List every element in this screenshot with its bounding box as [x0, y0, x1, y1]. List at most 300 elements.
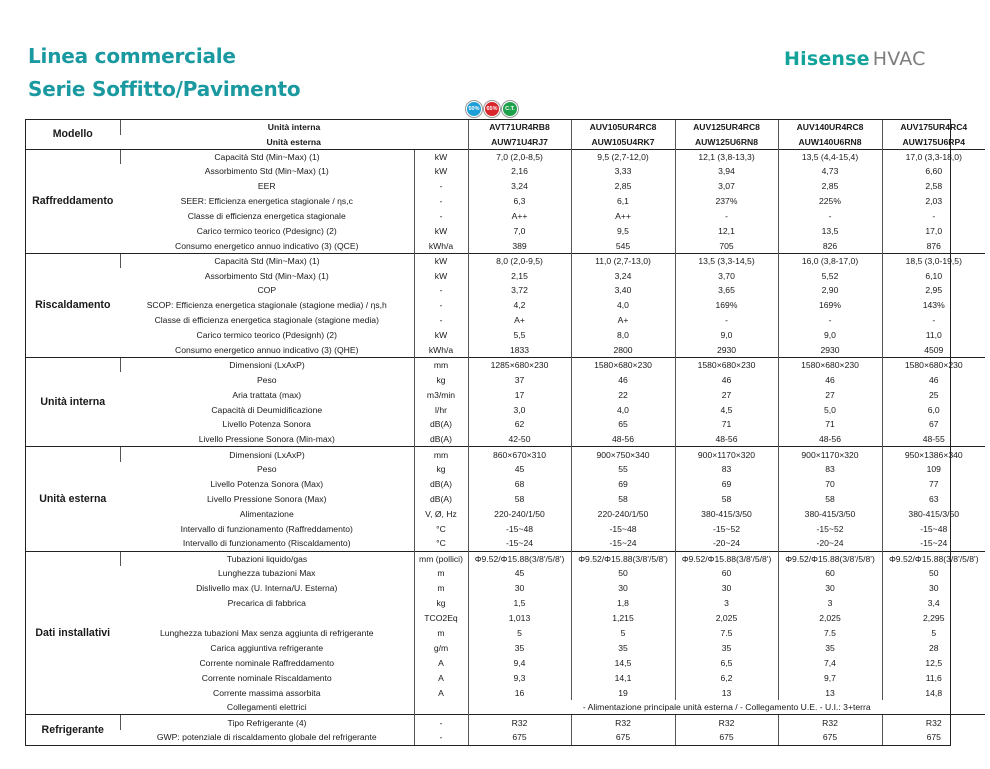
spec-label: Livello Potenza Sonora — [222, 419, 311, 430]
section-label: Riscaldamento — [26, 253, 120, 357]
table-row — [26, 268, 985, 283]
table-row — [26, 238, 985, 253]
spec-label: Dimensioni (LxAxP) — [120, 357, 414, 372]
spec-value: 12,1 (3,8-13,3) — [675, 149, 778, 164]
spec-value: 58 — [675, 491, 778, 506]
spec-unit: kW — [414, 268, 468, 283]
spec-unit: kg — [414, 596, 468, 611]
table-row — [26, 700, 985, 715]
spec-value: 1,215 — [571, 611, 675, 626]
spec-value: 1285×680×230 — [468, 357, 571, 372]
spec-value: 50 — [882, 566, 985, 581]
spec-value: 4509 — [882, 343, 985, 358]
spec-value: 9,7 — [778, 670, 882, 685]
badge-65: 65% — [484, 101, 500, 117]
spec-value: 16,0 (3,8-17,0) — [778, 253, 882, 268]
spec-unit: mm — [414, 447, 468, 462]
spec-value: 48-56 — [571, 432, 675, 447]
spec-value: 27 — [778, 387, 882, 402]
spec-value: Φ9.52/Φ15.88(3/8'/5/8') — [882, 551, 985, 566]
spec-value: 3,24 — [571, 268, 675, 283]
spec-value: 2,90 — [778, 283, 882, 298]
spec-value: 28 — [882, 640, 985, 655]
spec-label: Livello Potenza Sonora (Max) — [210, 479, 324, 490]
spec-merged-value: - Alimentazione principale unità esterna / - Collegamento U.E. - U.I.: 3+terra — [468, 700, 985, 715]
spec-value: 18,5 (3,0-19,5) — [882, 253, 985, 268]
spec-value: -15~48 — [882, 521, 985, 536]
spec-value: 13 — [675, 685, 778, 700]
logo-brand: Hisense — [784, 48, 870, 70]
table-row — [26, 581, 985, 596]
spec-value: 1580×680×230 — [675, 357, 778, 372]
spec-value: 30 — [675, 581, 778, 596]
spec-value: -20~24 — [675, 536, 778, 551]
spec-value: A+ — [468, 313, 571, 328]
spec-value: 3 — [675, 596, 778, 611]
spec-value: 5,5 — [468, 328, 571, 343]
spec-value: 71 — [675, 417, 778, 432]
spec-label: Livello Pressione Sonora (Min-max) — [198, 434, 335, 445]
table-row — [26, 626, 985, 641]
table-row — [26, 536, 985, 551]
table-row — [26, 491, 985, 506]
outdoor-model: AUW175U6RP4 — [882, 135, 985, 150]
spec-unit: kW — [414, 328, 468, 343]
spec-value: 4,73 — [778, 164, 882, 179]
spec-value: 225% — [778, 194, 882, 209]
spec-value: 9,5 (2,7-12,0) — [571, 149, 675, 164]
spec-value: 30 — [882, 581, 985, 596]
outdoor-unit-label: Unità esterna — [266, 136, 321, 147]
spec-label: COP — [257, 285, 277, 296]
spec-value: 14,1 — [571, 670, 675, 685]
spec-value: 70 — [778, 477, 882, 492]
spec-value: 2,16 — [468, 164, 571, 179]
spec-value: 69 — [675, 477, 778, 492]
table-row — [26, 432, 985, 447]
spec-label: Lunghezza tubazioni Max senza aggiunta di refrigerante — [159, 627, 374, 638]
spec-value: 9,3 — [468, 670, 571, 685]
spec-value: 3,33 — [571, 164, 675, 179]
spec-unit: kg — [414, 462, 468, 477]
spec-value: 2,025 — [675, 611, 778, 626]
spec-value: 860×670×310 — [468, 447, 571, 462]
spec-value: 13,5 (4,4-15,4) — [778, 149, 882, 164]
spec-value: 1,013 — [468, 611, 571, 626]
spec-value: 7.5 — [675, 626, 778, 641]
spec-value: 58 — [778, 491, 882, 506]
spec-value: 2800 — [571, 343, 675, 358]
spec-value: 1,8 — [571, 596, 675, 611]
spec-value: 6,3 — [468, 194, 571, 209]
spec-value: 3 — [778, 596, 882, 611]
spec-label — [120, 611, 414, 626]
table-row — [26, 194, 985, 209]
table-row — [26, 313, 985, 328]
table-row — [26, 640, 985, 655]
spec-label: Consumo energetico annuo indicativo (3) (QCE) — [175, 240, 359, 251]
table-row — [26, 477, 985, 492]
spec-value: 675 — [778, 730, 882, 745]
spec-value: 9,5 — [571, 223, 675, 238]
spec-value: Φ9.52/Φ15.88(3/8'/5/8') — [571, 551, 675, 566]
spec-value: 62 — [468, 417, 571, 432]
spec-table — [26, 120, 985, 745]
spec-unit: - — [414, 730, 468, 745]
spec-value: 705 — [675, 238, 778, 253]
spec-value: 2,15 — [468, 268, 571, 283]
spec-value: 60 — [675, 566, 778, 581]
spec-unit: kWh/a — [414, 238, 468, 253]
spec-unit: dB(A) — [414, 477, 468, 492]
spec-unit: kWh/a — [414, 343, 468, 358]
spec-value: 48-56 — [675, 432, 778, 447]
table-row — [26, 655, 985, 670]
section-label: Refrigerante — [26, 715, 120, 745]
spec-value: 380-415/3/50 — [778, 506, 882, 521]
spec-value: -15~52 — [778, 521, 882, 536]
spec-value: 68 — [468, 477, 571, 492]
spec-value: 9,4 — [468, 655, 571, 670]
table-row — [26, 283, 985, 298]
spec-label: Capacità Std (Min~Max) (1) — [120, 253, 414, 268]
table-row — [26, 179, 985, 194]
spec-value: 143% — [882, 298, 985, 313]
spec-value: 58 — [571, 491, 675, 506]
spec-unit: m — [414, 581, 468, 596]
spec-label: Carico termico teorico (Pdesignh) (2) — [196, 330, 337, 341]
spec-unit: g/m — [414, 640, 468, 655]
spec-value: 6,1 — [571, 194, 675, 209]
spec-value: 65 — [571, 417, 675, 432]
spec-value: 2,95 — [882, 283, 985, 298]
table-row — [26, 357, 985, 372]
table-row — [26, 611, 985, 626]
spec-value: 876 — [882, 238, 985, 253]
spec-value: -20~24 — [778, 536, 882, 551]
spec-value: 6,5 — [675, 655, 778, 670]
spec-value: A+ — [571, 313, 675, 328]
table-row — [26, 223, 985, 238]
spec-unit: - — [414, 179, 468, 194]
spec-unit: kW — [414, 149, 468, 164]
spec-value: 30 — [571, 581, 675, 596]
spec-label: Capacità di Deumidificazione — [211, 404, 323, 415]
spec-value: 3,4 — [882, 596, 985, 611]
spec-value: 1580×680×230 — [882, 357, 985, 372]
section-label: Raffreddamento — [26, 149, 120, 253]
spec-unit: dB(A) — [414, 432, 468, 447]
spec-value: Φ9.52/Φ15.88(3/8'/5/8') — [675, 551, 778, 566]
spec-table-container — [25, 119, 979, 746]
spec-value: 109 — [882, 462, 985, 477]
spec-value: 4,0 — [571, 298, 675, 313]
spec-value: 6,60 — [882, 164, 985, 179]
spec-value: 389 — [468, 238, 571, 253]
table-row — [26, 402, 985, 417]
spec-unit: dB(A) — [414, 417, 468, 432]
spec-value: 1580×680×230 — [778, 357, 882, 372]
badge-ct: C.T. — [502, 101, 518, 117]
spec-value: 69 — [571, 477, 675, 492]
spec-value: 3,07 — [675, 179, 778, 194]
table-row — [26, 417, 985, 432]
spec-value: -15~48 — [468, 521, 571, 536]
spec-value: 30 — [778, 581, 882, 596]
spec-value: 3,24 — [468, 179, 571, 194]
spec-value: 675 — [882, 730, 985, 745]
spec-label: Peso — [256, 464, 277, 475]
spec-value: 13 — [778, 685, 882, 700]
spec-value: 7,4 — [778, 655, 882, 670]
spec-value: 169% — [675, 298, 778, 313]
spec-value: 2930 — [778, 343, 882, 358]
spec-value: 8,0 — [571, 328, 675, 343]
spec-value: 83 — [675, 462, 778, 477]
spec-value: 2,58 — [882, 179, 985, 194]
table-row — [26, 730, 985, 745]
spec-value: - — [882, 209, 985, 224]
spec-unit: - — [414, 209, 468, 224]
spec-value: 71 — [778, 417, 882, 432]
spec-value: 77 — [882, 477, 985, 492]
outdoor-model: AUW125U6RN8 — [675, 135, 778, 150]
spec-value: R32 — [675, 715, 778, 730]
spec-value: 900×750×340 — [571, 447, 675, 462]
spec-value: 5,0 — [778, 402, 882, 417]
logo-suffix: HVAC — [872, 48, 926, 70]
spec-value: 48-56 — [778, 432, 882, 447]
spec-value: 50 — [571, 566, 675, 581]
spec-value: 380-415/3/50 — [675, 506, 778, 521]
spec-unit: V, Ø, Hz — [414, 506, 468, 521]
header-row-outdoor — [26, 135, 985, 150]
spec-value: 19 — [571, 685, 675, 700]
spec-value: R32 — [571, 715, 675, 730]
spec-label: Corrente massima assorbita — [213, 687, 321, 698]
spec-value: 3,94 — [675, 164, 778, 179]
table-row — [26, 164, 985, 179]
spec-unit: - — [414, 194, 468, 209]
spec-value: -15~48 — [571, 521, 675, 536]
spec-value: Φ9.52/Φ15.88(3/8'/5/8') — [778, 551, 882, 566]
spec-value: 14,5 — [571, 655, 675, 670]
spec-unit: dB(A) — [414, 491, 468, 506]
spec-value: 35 — [468, 640, 571, 655]
spec-unit: - — [414, 283, 468, 298]
spec-value: R32 — [468, 715, 571, 730]
spec-value: A++ — [571, 209, 675, 224]
spec-unit: l/hr — [414, 402, 468, 417]
spec-value: 545 — [571, 238, 675, 253]
spec-label: Corrente nominale Riscaldamento — [201, 672, 332, 683]
spec-value: 5 — [882, 626, 985, 641]
spec-value: 4,2 — [468, 298, 571, 313]
table-row — [26, 506, 985, 521]
spec-value: 17 — [468, 387, 571, 402]
indoor-model: AVT71UR4RB8 — [468, 120, 571, 135]
badge-50: 50% — [466, 101, 482, 117]
spec-value: 48-55 — [882, 432, 985, 447]
model-header: Modello — [52, 128, 93, 141]
table-row — [26, 596, 985, 611]
spec-unit: kW — [414, 253, 468, 268]
spec-value: -15~52 — [675, 521, 778, 536]
table-row — [26, 328, 985, 343]
spec-value: 2,025 — [778, 611, 882, 626]
spec-label: Assorbimento Std (Min~Max) (1) — [204, 166, 329, 177]
spec-value: - — [778, 313, 882, 328]
spec-label: Corrente nominale Raffreddamento — [199, 657, 335, 668]
spec-unit: - — [414, 298, 468, 313]
table-row — [26, 715, 985, 730]
spec-label: Carica aggiuntiva refrigerante — [210, 642, 324, 653]
spec-value: 2930 — [675, 343, 778, 358]
spec-label: Lunghezza tubazioni Max — [218, 568, 316, 579]
spec-value: 2,85 — [778, 179, 882, 194]
spec-value: 46 — [882, 372, 985, 387]
page-subtitle: Serie Soffitto/Pavimento — [28, 77, 301, 101]
spec-value: 2,03 — [882, 194, 985, 209]
spec-value: 42-50 — [468, 432, 571, 447]
spec-label: Carico termico teorico (Pdesignc) (2) — [196, 225, 337, 236]
spec-label: Classe di efficienza energetica stagionale (stagione media) — [154, 315, 379, 326]
spec-value: 8,0 (2,0-9,5) — [468, 253, 571, 268]
spec-unit — [414, 700, 468, 715]
spec-value: 900×1170×320 — [778, 447, 882, 462]
table-row — [26, 670, 985, 685]
page-title: Linea commerciale — [28, 44, 236, 68]
spec-value: 55 — [571, 462, 675, 477]
spec-value: 675 — [571, 730, 675, 745]
indoor-model: AUV140UR4RC8 — [778, 120, 882, 135]
spec-value: 900×1170×320 — [675, 447, 778, 462]
table-row — [26, 566, 985, 581]
spec-value: 3,0 — [468, 402, 571, 417]
spec-unit: mm — [414, 357, 468, 372]
outdoor-model: AUW71U4RJ7 — [468, 135, 571, 150]
spec-unit: - — [414, 313, 468, 328]
spec-value: 37 — [468, 372, 571, 387]
spec-label: Peso — [256, 374, 277, 385]
spec-value: 826 — [778, 238, 882, 253]
spec-label: Dimensioni (LxAxP) — [120, 447, 414, 462]
indoor-model: AUV105UR4RC8 — [571, 120, 675, 135]
spec-value: 30 — [468, 581, 571, 596]
spec-value: 67 — [882, 417, 985, 432]
spec-unit: °C — [414, 536, 468, 551]
table-row — [26, 387, 985, 402]
spec-value: 950×1386×340 — [882, 447, 985, 462]
spec-label: Dislivello max (U. Interna/U. Esterna) — [196, 583, 338, 594]
header-row-indoor — [26, 120, 985, 135]
spec-label: Capacità Std (Min~Max) (1) — [120, 149, 414, 164]
spec-value: - — [778, 209, 882, 224]
spec-value: 35 — [571, 640, 675, 655]
spec-value: 35 — [675, 640, 778, 655]
table-row — [26, 343, 985, 358]
spec-value: 60 — [778, 566, 882, 581]
spec-value: 4,5 — [675, 402, 778, 417]
table-row — [26, 372, 985, 387]
spec-value: 22 — [571, 387, 675, 402]
spec-label: Consumo energetico annuo indicativo (3) (QHE) — [175, 344, 359, 355]
spec-value: 237% — [675, 194, 778, 209]
spec-value: A++ — [468, 209, 571, 224]
spec-value: 11,0 — [882, 328, 985, 343]
spec-unit: A — [414, 655, 468, 670]
spec-label: Classe di efficienza energetica stagionale — [187, 211, 346, 221]
spec-value: 2,295 — [882, 611, 985, 626]
spec-unit: kW — [414, 223, 468, 238]
spec-unit: - — [414, 715, 468, 730]
spec-value: 7.5 — [778, 626, 882, 641]
incentive-badges — [466, 101, 518, 117]
spec-label: Tipo Refrigerante (4) — [120, 715, 414, 730]
spec-value: 2,85 — [571, 179, 675, 194]
spec-value: - — [675, 313, 778, 328]
table-row — [26, 462, 985, 477]
table-row — [26, 551, 985, 566]
spec-unit: kg — [414, 372, 468, 387]
spec-value: 1833 — [468, 343, 571, 358]
spec-unit: m3/min — [414, 387, 468, 402]
spec-value: 58 — [468, 491, 571, 506]
spec-value: -15~24 — [468, 536, 571, 551]
spec-unit: A — [414, 670, 468, 685]
spec-label: EER — [257, 181, 276, 192]
spec-value: 9,0 — [778, 328, 882, 343]
indoor-unit-label: Unità interna — [120, 120, 468, 135]
spec-value: 6,0 — [882, 402, 985, 417]
spec-value: 12,1 — [675, 223, 778, 238]
indoor-model: AUV175UR4RC4 — [882, 120, 985, 135]
spec-label: Alimentazione — [239, 508, 294, 519]
spec-value: 45 — [468, 566, 571, 581]
table-row — [26, 209, 985, 224]
spec-value: 675 — [468, 730, 571, 745]
spec-unit: TCO2Eq — [414, 611, 468, 626]
section-label: Unità esterna — [26, 447, 120, 551]
outdoor-model: AUW105U4RK7 — [571, 135, 675, 150]
spec-value: 12,5 — [882, 655, 985, 670]
spec-label: Assorbimento Std (Min~Max) (1) — [204, 270, 329, 281]
spec-value: 5 — [468, 626, 571, 641]
spec-value: R32 — [882, 715, 985, 730]
spec-unit: m — [414, 566, 468, 581]
spec-value: - — [882, 313, 985, 328]
spec-value: 3,40 — [571, 283, 675, 298]
table-row — [26, 447, 985, 462]
spec-label: Aria trattata (max) — [232, 389, 302, 400]
spec-value: - — [675, 209, 778, 224]
spec-value: R32 — [778, 715, 882, 730]
table-row — [26, 149, 985, 164]
spec-value: Φ9.52/Φ15.88(3/8'/5/8') — [468, 551, 571, 566]
spec-unit: °C — [414, 521, 468, 536]
spec-label: GWP: potenziale di riscaldamento globale del refrigerante — [156, 732, 377, 743]
spec-value: 17,0 — [882, 223, 985, 238]
spec-value: 46 — [675, 372, 778, 387]
spec-value: 25 — [882, 387, 985, 402]
spec-value: 5,52 — [778, 268, 882, 283]
indoor-model: AUV125UR4RC8 — [675, 120, 778, 135]
spec-label: SCOP: Efficienza energetica stagionale (stagione media) / ηs,h — [146, 300, 387, 311]
spec-value: 380-415/3/50 — [882, 506, 985, 521]
table-row — [26, 685, 985, 700]
brand-logo — [784, 48, 926, 70]
spec-value: 13,5 — [778, 223, 882, 238]
